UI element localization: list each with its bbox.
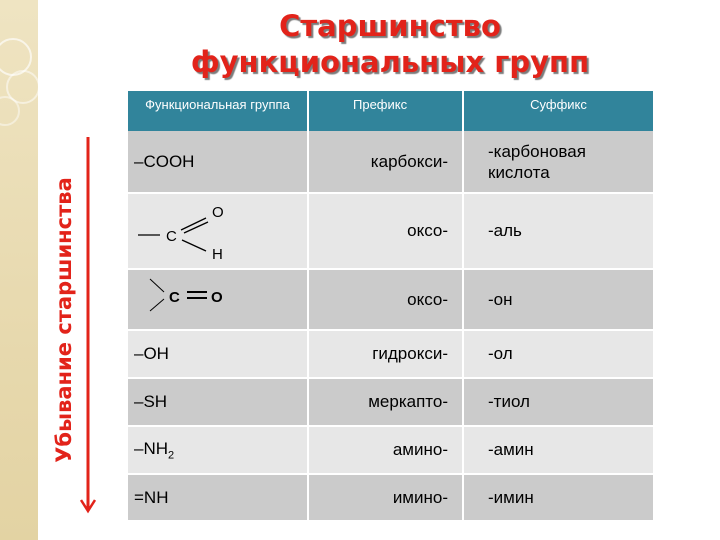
ketone-structure-icon bbox=[134, 275, 244, 325]
table-row bbox=[128, 330, 654, 378]
decorative-side-band bbox=[0, 0, 38, 540]
cell-group-amino bbox=[128, 426, 308, 474]
amino-formula: –NH bbox=[134, 438, 169, 458]
table-header-row bbox=[128, 91, 654, 131]
slide-title-line-2: функциональных групп bbox=[190, 45, 590, 79]
cell-group: =NH bbox=[128, 474, 308, 521]
header-suffix: Суффикс bbox=[463, 91, 654, 131]
table-row bbox=[128, 131, 654, 193]
down-arrow-icon bbox=[80, 135, 96, 515]
table-row bbox=[128, 426, 654, 474]
oxygen-atom: O bbox=[212, 204, 224, 221]
aldehyde-structure-icon bbox=[134, 200, 244, 262]
cell-prefix: гидрокси- bbox=[308, 330, 463, 378]
table-row bbox=[128, 378, 654, 426]
cell-group: –OH bbox=[128, 330, 308, 378]
header-prefix: Префикс bbox=[308, 91, 463, 131]
table-row bbox=[128, 474, 654, 521]
cell-prefix: карбокси- bbox=[308, 131, 463, 193]
cell-group-ketone bbox=[128, 269, 308, 330]
cell-prefix: амино- bbox=[308, 426, 463, 474]
amino-subscript: 2 bbox=[168, 449, 175, 462]
cell-group-aldehyde bbox=[128, 193, 308, 269]
hydrogen-atom: H bbox=[212, 246, 223, 262]
seniority-axis-text: Убывание старшинства bbox=[52, 177, 77, 463]
cell-prefix: оксо- bbox=[308, 269, 463, 330]
cell-suffix: -он bbox=[463, 269, 654, 330]
cell-suffix: -карбоновая кислота bbox=[463, 131, 654, 193]
table-row bbox=[128, 193, 654, 269]
cell-suffix: -тиол bbox=[463, 378, 654, 426]
cell-prefix: меркапто- bbox=[308, 378, 463, 426]
cell-suffix: -амин bbox=[463, 426, 654, 474]
oxygen-atom: O bbox=[211, 288, 223, 306]
slide-title-line-1: Старшинство bbox=[279, 9, 501, 43]
table-row bbox=[128, 269, 654, 330]
functional-groups-table bbox=[128, 91, 655, 522]
slide-title bbox=[130, 8, 650, 80]
seniority-axis-label bbox=[50, 140, 78, 500]
cell-group: –COOH bbox=[128, 131, 308, 193]
header-functional-group: Функциональная группа bbox=[128, 91, 308, 131]
cell-suffix: -имин bbox=[463, 474, 654, 521]
cell-suffix: -аль bbox=[463, 193, 654, 269]
cell-prefix: оксо- bbox=[308, 193, 463, 269]
carbon-atom: C bbox=[169, 288, 180, 306]
cell-prefix: имино- bbox=[308, 474, 463, 521]
cell-group: –SH bbox=[128, 378, 308, 426]
cell-suffix: -ол bbox=[463, 330, 654, 378]
carbon-atom: C bbox=[166, 228, 177, 245]
